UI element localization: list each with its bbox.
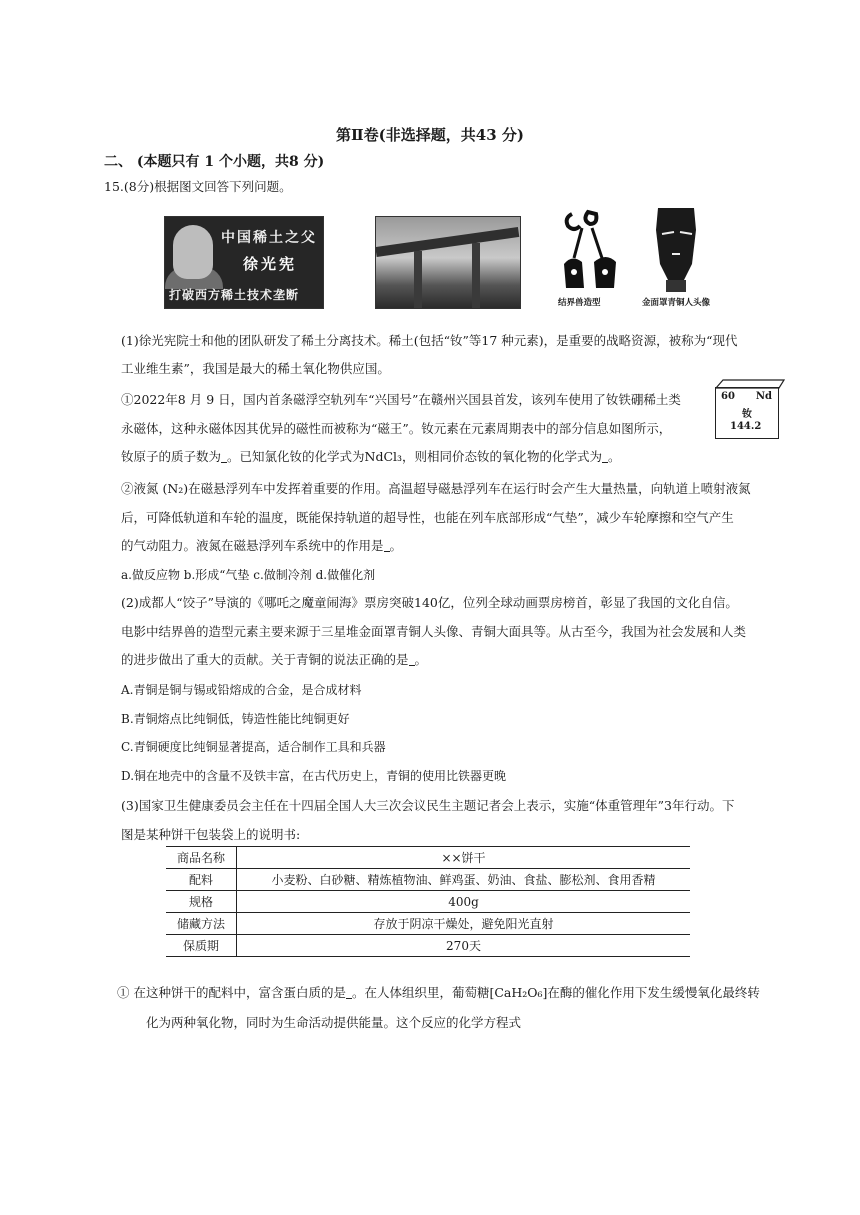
q3-line1-text-b: 。在人体组织里，葡萄糖[CaH₂O₆]在酶的催化作用下发生缓慢氧化最终转 xyxy=(351,985,760,1000)
q1-line2: 永磁体，这种永磁体因其优异的磁性而被称为“磁王”。钕元素在元素周期表中的部分信息如图所示， xyxy=(121,421,672,436)
part3-line2: 图是某种饼干包装袋上的说明书: xyxy=(121,827,301,842)
question-intro: 15.(8分)根据图文回答下列问题。 xyxy=(104,179,292,194)
option-b: B.青铜熔点比纯铜低，铸造性能比纯铜更好 xyxy=(121,712,350,726)
table-value: 270天 xyxy=(237,935,691,957)
caption-beast: 结界兽造型 xyxy=(558,298,601,308)
part2-line3-text-b: 。 xyxy=(414,652,428,667)
table-label: 配料 xyxy=(166,869,237,891)
section-title: 第Ⅱ卷(非选择题，共43 分) xyxy=(336,126,524,144)
part2-line2: 电影中结界兽的造型元素主要来源于三星堆金面罩青铜人头像、青铜大面具等。从古至今，我国为社会发展和人类 xyxy=(121,624,747,639)
q1-line3-text-b: 。已知氯化钕的化学式为NdCl₃，则相同价态钕的氧化物的化学式为 xyxy=(227,449,603,464)
option-c: C.青铜硬度比纯铜显著提高，适合制作工具和兵器 xyxy=(121,740,386,754)
table-row xyxy=(166,935,690,957)
q2-line1: ②液氮 (N₂)在磁悬浮列车中发挥着重要的作用。高温超导磁悬浮列车在运行时会产生大量热量，向轨道上喷射液氮 xyxy=(121,481,751,496)
table-label: 商品名称 xyxy=(166,847,237,869)
track-pillar xyxy=(414,251,422,308)
q3-line1-text-a: ① 在这种饼干的配料中，富含蛋白质的是 xyxy=(117,985,346,1000)
q1-line3 xyxy=(121,447,621,465)
part1-line1: (1)徐光宪院士和他的团队研发了稀土分离技术。稀土(包括“钕”等17 种元素)，是重要的战略资源，被称为“现代 xyxy=(121,333,738,348)
q2-options: a.做反应物 b.形成“气垫 c.做制冷剂 d.做催化剂 xyxy=(121,568,376,582)
part2-line1: (2)成都人“饺子”导演的《哪吒之魔童闹海》票房突破140亿，位列全球动画票房榜首，彰显了我国的文化自信。 xyxy=(121,595,738,610)
part1-line2: 工业维生素”，我国是最大的稀土氧化物供应国。 xyxy=(121,361,390,376)
table-row xyxy=(166,847,690,869)
q2-line3-text-b: 。 xyxy=(389,538,403,553)
periodic-table-cell xyxy=(715,387,779,439)
table-label: 规格 xyxy=(166,891,237,913)
q3-line2: 化为两种氧化物，同时为生命活动提供能量。这个反应的化学方程式 xyxy=(146,1015,522,1030)
atomic-mass: 144.2 xyxy=(730,421,762,432)
elevated-track xyxy=(375,227,519,257)
table-row xyxy=(166,913,690,935)
table-label: 储藏方法 xyxy=(166,913,237,935)
table-value: 400g xyxy=(237,891,691,913)
biscuit-spec-table xyxy=(166,846,690,957)
boundary-beast-figure xyxy=(558,206,630,294)
maglev-train-photo xyxy=(375,216,521,309)
q2-line3-text-a: 的气动阻力。液氮在磁悬浮列车系统中的作用是 xyxy=(121,538,384,553)
caption-mask: 金面罩青铜人头像 xyxy=(642,298,711,308)
photo-name: 徐光宪 xyxy=(243,255,298,273)
element-symbol: Nd xyxy=(755,391,772,402)
part3-line1: (3)国家卫生健康委员会主任在十四届全国人大三次会议民生主题记者会上表示，实施“体重管理年”3年行动。下 xyxy=(121,798,735,813)
q1-line3-text-a: 钕原子的质子数为 xyxy=(121,449,222,464)
q1-line3-text-c: 。 xyxy=(608,449,621,464)
q2-line2: 后，可降低轨道和车轮的温度，既能保持轨道的超导性，也能在列车底部形成“气垫”，减少车轮摩擦和空气产生 xyxy=(121,510,734,525)
element-name: 钕 xyxy=(742,409,752,420)
track-pillar xyxy=(472,243,480,308)
photo-title: 中国稀土之父 xyxy=(221,230,317,246)
option-d: D.铜在地壳中的含量不及铁丰富，在古代历史上，青铜的使用比铁器更晚 xyxy=(121,769,507,783)
bronze-head-figure xyxy=(648,204,704,294)
q2-line3 xyxy=(121,536,402,554)
part2-line3 xyxy=(121,650,427,668)
table-row xyxy=(166,869,690,891)
table-label: 保质期 xyxy=(166,935,237,957)
table-value: ××饼干 xyxy=(237,847,691,869)
table-row xyxy=(166,891,690,913)
q1-line1: ①2022年8 月 9 日，国内首条磁浮空轨列车“兴国号”在赣州兴国县首发，该列车使用了钕铁硼稀土类 xyxy=(121,392,681,407)
option-a: A.青铜是铜与锡或铅熔成的合金，是合成材料 xyxy=(121,683,362,697)
atomic-number: 60 xyxy=(721,391,735,402)
photo-subtitle: 打破西方稀土技术垄断 xyxy=(169,288,300,302)
rare-earth-father-photo xyxy=(164,216,324,309)
part2-line3-text-a: 的进步做出了重大的贡献。关于青铜的说法正确的是 xyxy=(121,652,409,667)
q3-line1 xyxy=(117,983,760,1001)
portrait-face xyxy=(173,225,213,279)
part-heading: 二、 (本题只有 1 个小题，共8 分) xyxy=(104,154,325,170)
table-value: 小麦粉、白砂糖、精炼植物油、鲜鸡蛋、奶油、食盐、膨松剂、食用香精 xyxy=(237,869,691,891)
table-value: 存放于阴凉干燥处，避免阳光直射 xyxy=(237,913,691,935)
